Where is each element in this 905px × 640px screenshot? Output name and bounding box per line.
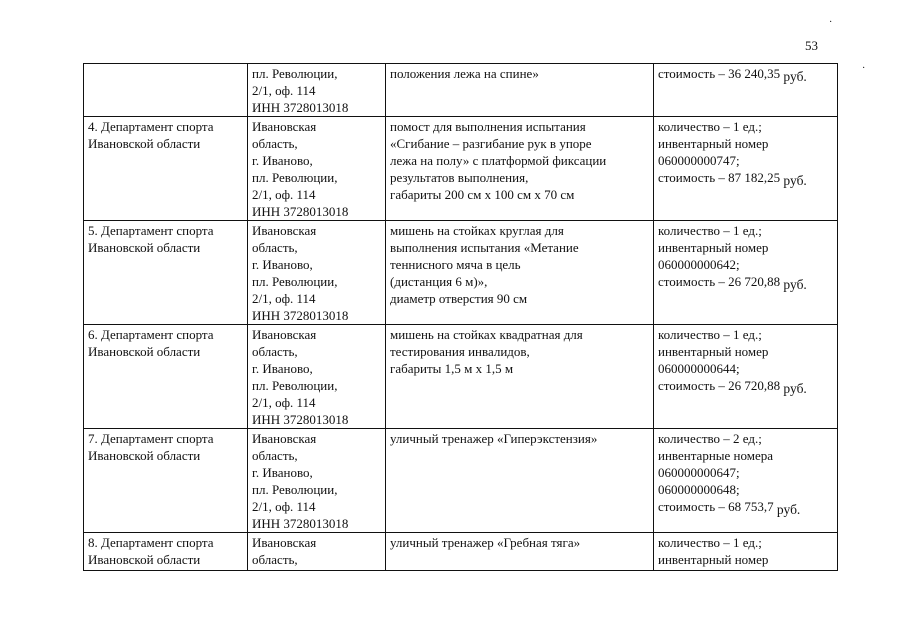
details-text: количество – 1 ед.; инвентарный номер 060000000747; стоимость – 87 182,25: [658, 119, 781, 185]
currency-label: руб.: [783, 69, 807, 84]
address-cell: Ивановская область, г. Иваново, пл. Революции, 2/1, оф. 114 ИНН 3728013018: [248, 429, 386, 533]
item-cell: помост для выполнения испытания «Сгибание – разгибание рук в упоре лежа на полу» с платформой фиксации результатов выполнения, габариты 200 см х 100 см х 70 см: [386, 117, 654, 221]
details-cell: [654, 325, 838, 429]
currency-label: руб.: [783, 173, 807, 188]
owner-cell: 8. Департамент спорта Ивановской области: [84, 533, 248, 571]
owner-cell: 6. Департамент спорта Ивановской области: [84, 325, 248, 429]
address-cell: Ивановская область, г. Иваново, пл. Революции, 2/1, оф. 114 ИНН 3728013018: [248, 325, 386, 429]
address-cell: Ивановская область, г. Иваново, пл. Революции, 2/1, оф. 114 ИНН 3728013018: [248, 117, 386, 221]
details-cell: [654, 117, 838, 221]
details-text: количество – 1 ед.; инвентарный номер 060000000642; стоимость – 26 720,88: [658, 223, 781, 289]
details-text: стоимость – 36 240,35: [658, 66, 781, 81]
details-cell: [654, 533, 838, 571]
owner-cell: 5. Департамент спорта Ивановской области: [84, 221, 248, 325]
details-text: количество – 2 ед.; инвентарные номера 060000000647; 060000000648; стоимость – 68 753,7: [658, 431, 774, 514]
table-row: [84, 325, 838, 429]
details-text: количество – 1 ед.; инвентарный номер 060000000644; стоимость – 26 720,88: [658, 327, 781, 393]
details-cell: [654, 221, 838, 325]
table-row: [84, 533, 838, 571]
item-cell: мишень на стойках круглая для выполнения испытания «Метание теннисного мяча в цель (дистанция 6 м)», диаметр отверстия 90 см: [386, 221, 654, 325]
scan-mark: ·: [829, 17, 833, 28]
details-cell: [654, 429, 838, 533]
currency-label: руб.: [783, 277, 807, 292]
address-cell: Ивановская область, г. Иваново, пл. Революции, 2/1, оф. 114 ИНН 3728013018: [248, 221, 386, 325]
table-row: [84, 221, 838, 325]
table-row: [84, 117, 838, 221]
page-number: 53: [805, 38, 818, 53]
equipment-table: [83, 63, 838, 571]
table-row: [84, 429, 838, 533]
currency-label: руб.: [776, 502, 801, 517]
scan-mark: ·: [862, 63, 866, 74]
item-cell: уличный тренажер «Гребная тяга»: [386, 533, 654, 571]
address-cell: Ивановская область,: [248, 533, 386, 571]
owner-cell: 4. Департамент спорта Ивановской области: [84, 117, 248, 221]
details-text: количество – 1 ед.; инвентарный номер: [658, 535, 769, 567]
item-cell: мишень на стойках квадратная для тестирования инвалидов, габариты 1,5 м х 1,5 м: [386, 325, 654, 429]
details-cell: [654, 64, 838, 117]
currency-label: руб.: [783, 381, 807, 396]
item-cell: положения лежа на спине»: [386, 64, 654, 117]
owner-cell: [84, 64, 248, 117]
address-cell: пл. Революции, 2/1, оф. 114 ИНН 3728013018: [248, 64, 386, 117]
owner-cell: 7. Департамент спорта Ивановской области: [84, 429, 248, 533]
table-row: [84, 64, 838, 117]
item-cell: уличный тренажер «Гиперэкстензия»: [386, 429, 654, 533]
